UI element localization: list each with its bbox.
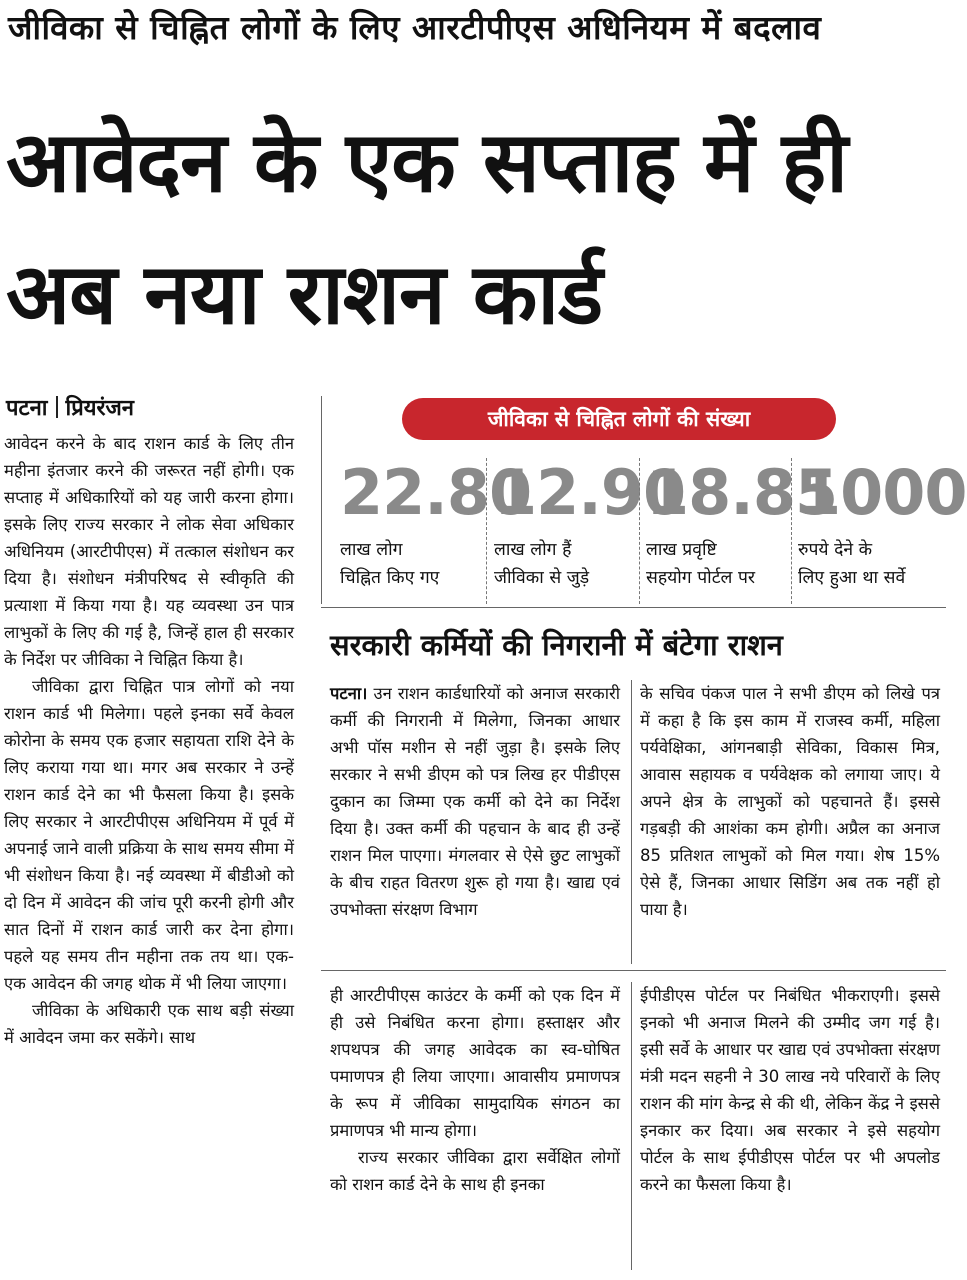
- continued-paragraph: ईपीडीएस पोर्टल पर निबंधित भीकराएगी। इससे इनको भी अनाज मिलने की उम्मीद जग गई है। इसी सर्वे के आधार पर खाद्य एवं उपभोक्ता संरक्षण मंत्री मदन सहनी ने 30 लाख नये परिवारों के लिए राशन की मांग केन्द्र से की थी, लेकिन केंद्र ने इससे इनकार कर दिया। अब सरकार ने इसे सहयोग पोर्टल के साथ ईपीडीएस पोर्टल पर भी अपलोड करने का फैसला किया है।: [640, 986, 940, 1194]
- kicker-headline: जीविका से चिह्नित लोगों के लिए आरटीपीएस अधिनियम में बदलाव: [8, 8, 822, 47]
- stat-label: लाख प्रवृष्टि: [646, 540, 717, 560]
- stat-item: [340, 450, 532, 600]
- stat-divider: [791, 458, 792, 604]
- stat-value: 1000: [798, 456, 967, 529]
- stat-label: सहयोग पोर्टल पर: [646, 568, 756, 588]
- byline-separator: [56, 396, 58, 418]
- stats-banner: जीविका से चिह्नित लोगों की संख्या: [402, 398, 836, 440]
- byline: [6, 392, 134, 422]
- continued-paragraph: राज्य सरकार जीविका द्वारा सर्वेक्षित लोगों को राशन कार्ड देने के साथ ही इनका: [330, 1148, 620, 1194]
- left-paragraph-3: जीविका के अधिकारी एक साथ बड़ी संख्या में आवेदन जमा कर सकेंगे। साथ: [4, 1001, 294, 1047]
- column-divider: [631, 982, 632, 1270]
- stat-label: रुपये देने के: [798, 540, 873, 560]
- continued-column-2: [640, 982, 940, 1270]
- stat-label: चिह्नित किए गए: [340, 568, 440, 588]
- main-headline: आवेदन के एक सप्ताह में ही अब नया राशन कार्ड: [6, 113, 847, 343]
- continued-paragraph: ही आरटीपीएस काउंटर के कर्मी को एक दिन में ही उसे निबंधित करना होगा। हस्ताक्षर और शपथपत्र की जगह आवेदक का स्व-घोषित पमाणपत्र ही लिया जाएगा। आवासीय प्रमाणपत्र के रूप में जीविका सामुदायिक संगठन का प्रमाणपत्र भी मान्य होगा।: [330, 986, 620, 1140]
- stat-item: [798, 450, 967, 600]
- section-divider: [321, 607, 946, 608]
- sub-story-paragraph: [330, 680, 620, 923]
- stat-label: लिए हुआ था सर्वे: [798, 568, 906, 588]
- stat-value: 18.85: [646, 456, 838, 529]
- continued-column-1: [330, 982, 620, 1270]
- sub-story-headline: सरकारी कर्मियों की निगरानी में बंटेगा राशन: [330, 628, 783, 662]
- stat-value: 22.80: [340, 456, 532, 529]
- stat-label: लाख लोग: [340, 540, 403, 560]
- sub-story-column-1: [330, 680, 620, 964]
- left-paragraph-2: जीविका द्वारा चिह्नित पात्र लोगों को नया राशन कार्ड भी मिलेगा। पहले इनका सर्वे केवल कोरोना के समय एक हजार सहायता राशि देने के लिए कराया गया था। मगर अब सरकार ने उन्हें राशन कार्ड देने का भी फैसला किया है। इसके लिए सरकार ने आरटीपीएस अधिनियम में पूर्व में अपनाई जाने वाली प्रक्रिया के साथ समय सीमा में भी संशोधन किया है। नई व्यवस्था में बीडीओ को दो दिन में आवेदन की जांच पूरी करनी होगी और सात दिनों में राशन कार्ड जारी कर देना होगा। पहले यह समय तीन महीना तक तय था। एक-एक आवेदन की जगह थोक में भी लिया जाएगा।: [4, 677, 294, 993]
- stat-divider: [639, 458, 640, 604]
- sub-story-dateline: पटना।: [330, 684, 368, 703]
- stat-divider: [486, 458, 487, 604]
- stat-value: 12.90: [494, 456, 686, 529]
- sub-story-paragraph: के सचिव पंकज पाल ने सभी डीएम को लिखे पत्र में कहा है कि इस काम में राजस्व कर्मी, महिला पर्यवेक्षिका, आंगनबाड़ी सेविका, विकास मित्र, आवास सहायक व पर्यवेक्षक को लगाया जाए। ये अपने क्षेत्र के लाभुकों को पहचानते हैं। इससे गड़बड़ी की आशंका कम होगी। अप्रैल का अनाज 85 प्रतिशत लाभुकों को मिल गया। शेष 15% ऐसे हैं, जिनका आधार सिडिंग अब तक नहीं हो पाया है।: [640, 684, 940, 919]
- left-column-article: [4, 430, 294, 1270]
- byline-author: प्रियरंजन: [65, 396, 135, 421]
- stat-label: जीविका से जुड़े: [494, 568, 590, 588]
- section-divider: [321, 970, 946, 971]
- sub-story-text: उन राशन कार्डधारियों को अनाज सरकारी कर्मी की निगरानी में मिलेगा, जिनका आधार अभी पॉस मशीन से नहीं जुड़ा है। इसके लिए सरकार ने सभी डीएम को पत्र लिख हर पीडीएस दुकान का जिम्मा एक कर्मी को देने का निर्देश दिया है। उक्त कर्मी की पहचान के बाद ही उन्हें राशन मिल पाएगा। मंगलवार से ऐसे छुट लाभुकों के बीच राहत वितरण शुरू हो गया है। खाद्य एवं उपभोक्ता संरक्षण विभाग: [330, 684, 621, 919]
- sub-story-column-2: [640, 680, 940, 964]
- left-paragraph-1: आवेदन करने के बाद राशन कार्ड के लिए तीन महीना इंतजार करने की जरूरत नहीं होगी। एक सप्ताह में अधिकारियों को यह जारी करना होगा। इसके लिए राज्य सरकार ने लोक सेवा अधिकार अधिनियम (आरटीपीएस) में तत्काल संशोधन कर दिया है। संशोधन मंत्रीपरिषद से स्वीकृति की प्रत्याशा में किया गया है। यह व्यवस्था उन पात्र लाभुकों के लिए की गई है, जिन्हें हाल ही सरकार के निर्देश पर जीविका ने चिह्नित किया है।: [4, 434, 294, 669]
- byline-place: पटना: [6, 396, 48, 421]
- column-divider: [321, 396, 322, 604]
- stat-label: लाख लोग हैं: [494, 540, 572, 560]
- column-divider: [631, 680, 632, 964]
